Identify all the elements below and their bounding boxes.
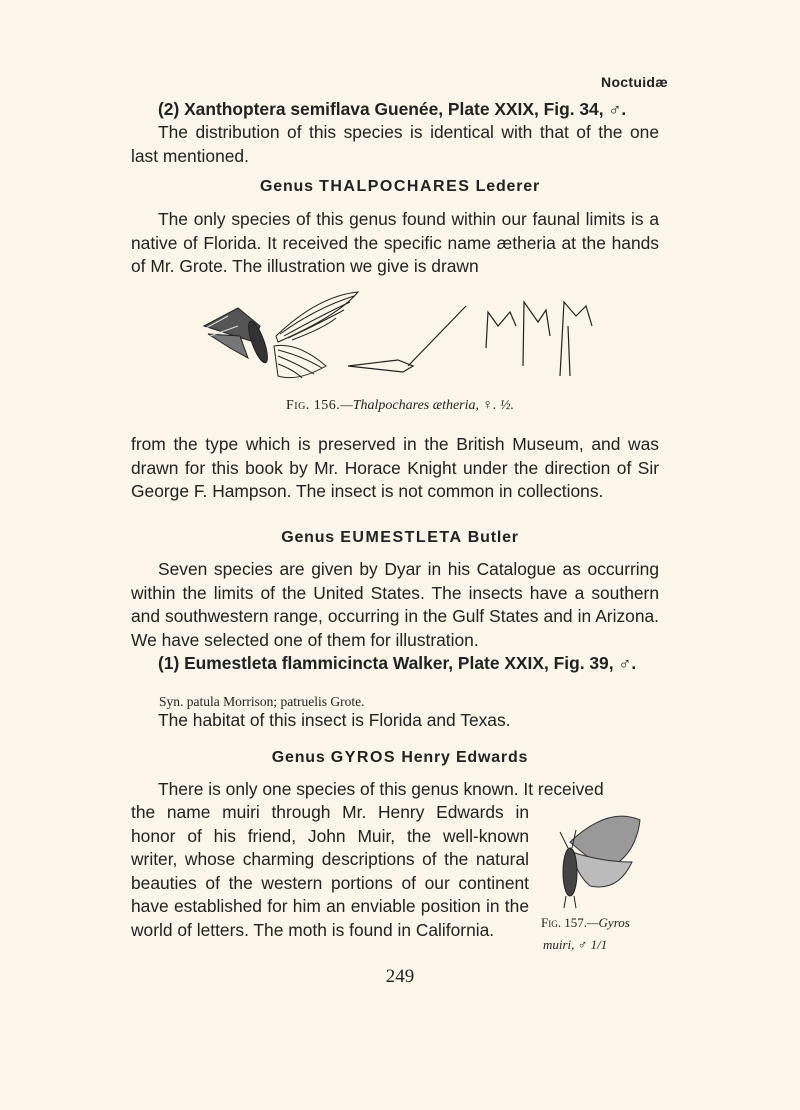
genus-name: EUMESTLETA xyxy=(340,529,463,546)
forewing-venation xyxy=(276,292,358,342)
fig157-label: Fig. 157. xyxy=(541,915,587,930)
fig157-moth-illustration xyxy=(548,812,648,912)
thalpochares-paragraph-1: The only species of this genus found within our faunal limits is a native of Florida. It received the specific name ætheria at the hands of Mr. Grote. The illustration we give is drawn xyxy=(131,209,659,277)
leg-structures xyxy=(348,302,592,376)
genus-author: Lederer xyxy=(475,178,540,195)
fig156-caption-text: —Thalpochares ætheria, ♀. ½. xyxy=(340,398,515,413)
genus-label: Genus xyxy=(271,749,326,766)
genus-label: Genus xyxy=(281,529,335,546)
genus-label: Genus xyxy=(260,178,314,195)
genus-name: GYROS xyxy=(330,749,397,766)
eumestleta-synonyms: Syn. patula Morrison; patruelis Grote. xyxy=(159,694,365,709)
fig157-caption xyxy=(541,912,681,956)
running-header: Noctuidæ xyxy=(601,74,668,90)
genus-thalpochares-heading xyxy=(0,178,800,196)
fig156-illustration xyxy=(198,286,608,386)
hindwing-venation xyxy=(274,345,326,378)
genus-eumestleta-heading xyxy=(0,529,800,547)
xanthoptera-heading-text: (2) Xanthoptera semiflava Guenée, Plate XXIX, Fig. 34, ♂. xyxy=(158,99,627,119)
genus-author: Butler xyxy=(467,529,519,546)
moth-drawing xyxy=(204,308,271,365)
xanthoptera-heading xyxy=(131,98,659,122)
fig157-caption-line-2 xyxy=(541,934,681,956)
eumestleta-habitat: The habitat of this insect is Florida and Texas. xyxy=(158,710,511,730)
gyros-paragraph: the name muiri through Mr. Henry Edwards in honor of his friend, John Muir, the well-known writer, whose charming descriptions of the natural beauties of the western portions of our continent have established for him an enviable position in the world of letters. The moth is found in California. xyxy=(131,802,529,940)
fig156-label: Fig. 156. xyxy=(285,398,341,413)
fig157-caption-1: —Gyros xyxy=(586,915,630,930)
xanthoptera-paragraph: The distribution of this species is identical with that of the one last mentioned. xyxy=(131,122,659,166)
fig156-caption xyxy=(0,398,800,414)
eumestleta-paragraph: Seven species are given by Dyar in his Catalogue as occurring within the limits of the United States. The insects have a southern and southwestern range, occurring in the Gulf States and in Arizona. We have selected one of them for illustration. xyxy=(131,559,659,650)
eumestleta-species-text: (1) Eumestleta flammicincta Walker, Plate XXIX, Fig. 39, ♂. xyxy=(158,653,637,673)
page-number: 249 xyxy=(385,966,415,987)
genus-author: Henry Edwards xyxy=(401,749,529,766)
gyros-paragraph-first-line: There is only one species of this genus known. It received xyxy=(158,779,604,799)
fig157-caption-line-1 xyxy=(541,912,681,934)
fig157-caption-2: muiri, ♂ 1/1 xyxy=(543,937,608,952)
eumestleta-species xyxy=(131,652,659,676)
genus-name: THALPOCHARES xyxy=(319,178,471,195)
thalpochares-paragraph-2: from the type which is preserved in the British Museum, and was drawn for this book by Mr. Horace Knight under the direction of Sir George F. Hampson. The insect is not common in collections. xyxy=(131,434,659,502)
genus-gyros-heading xyxy=(0,749,800,767)
